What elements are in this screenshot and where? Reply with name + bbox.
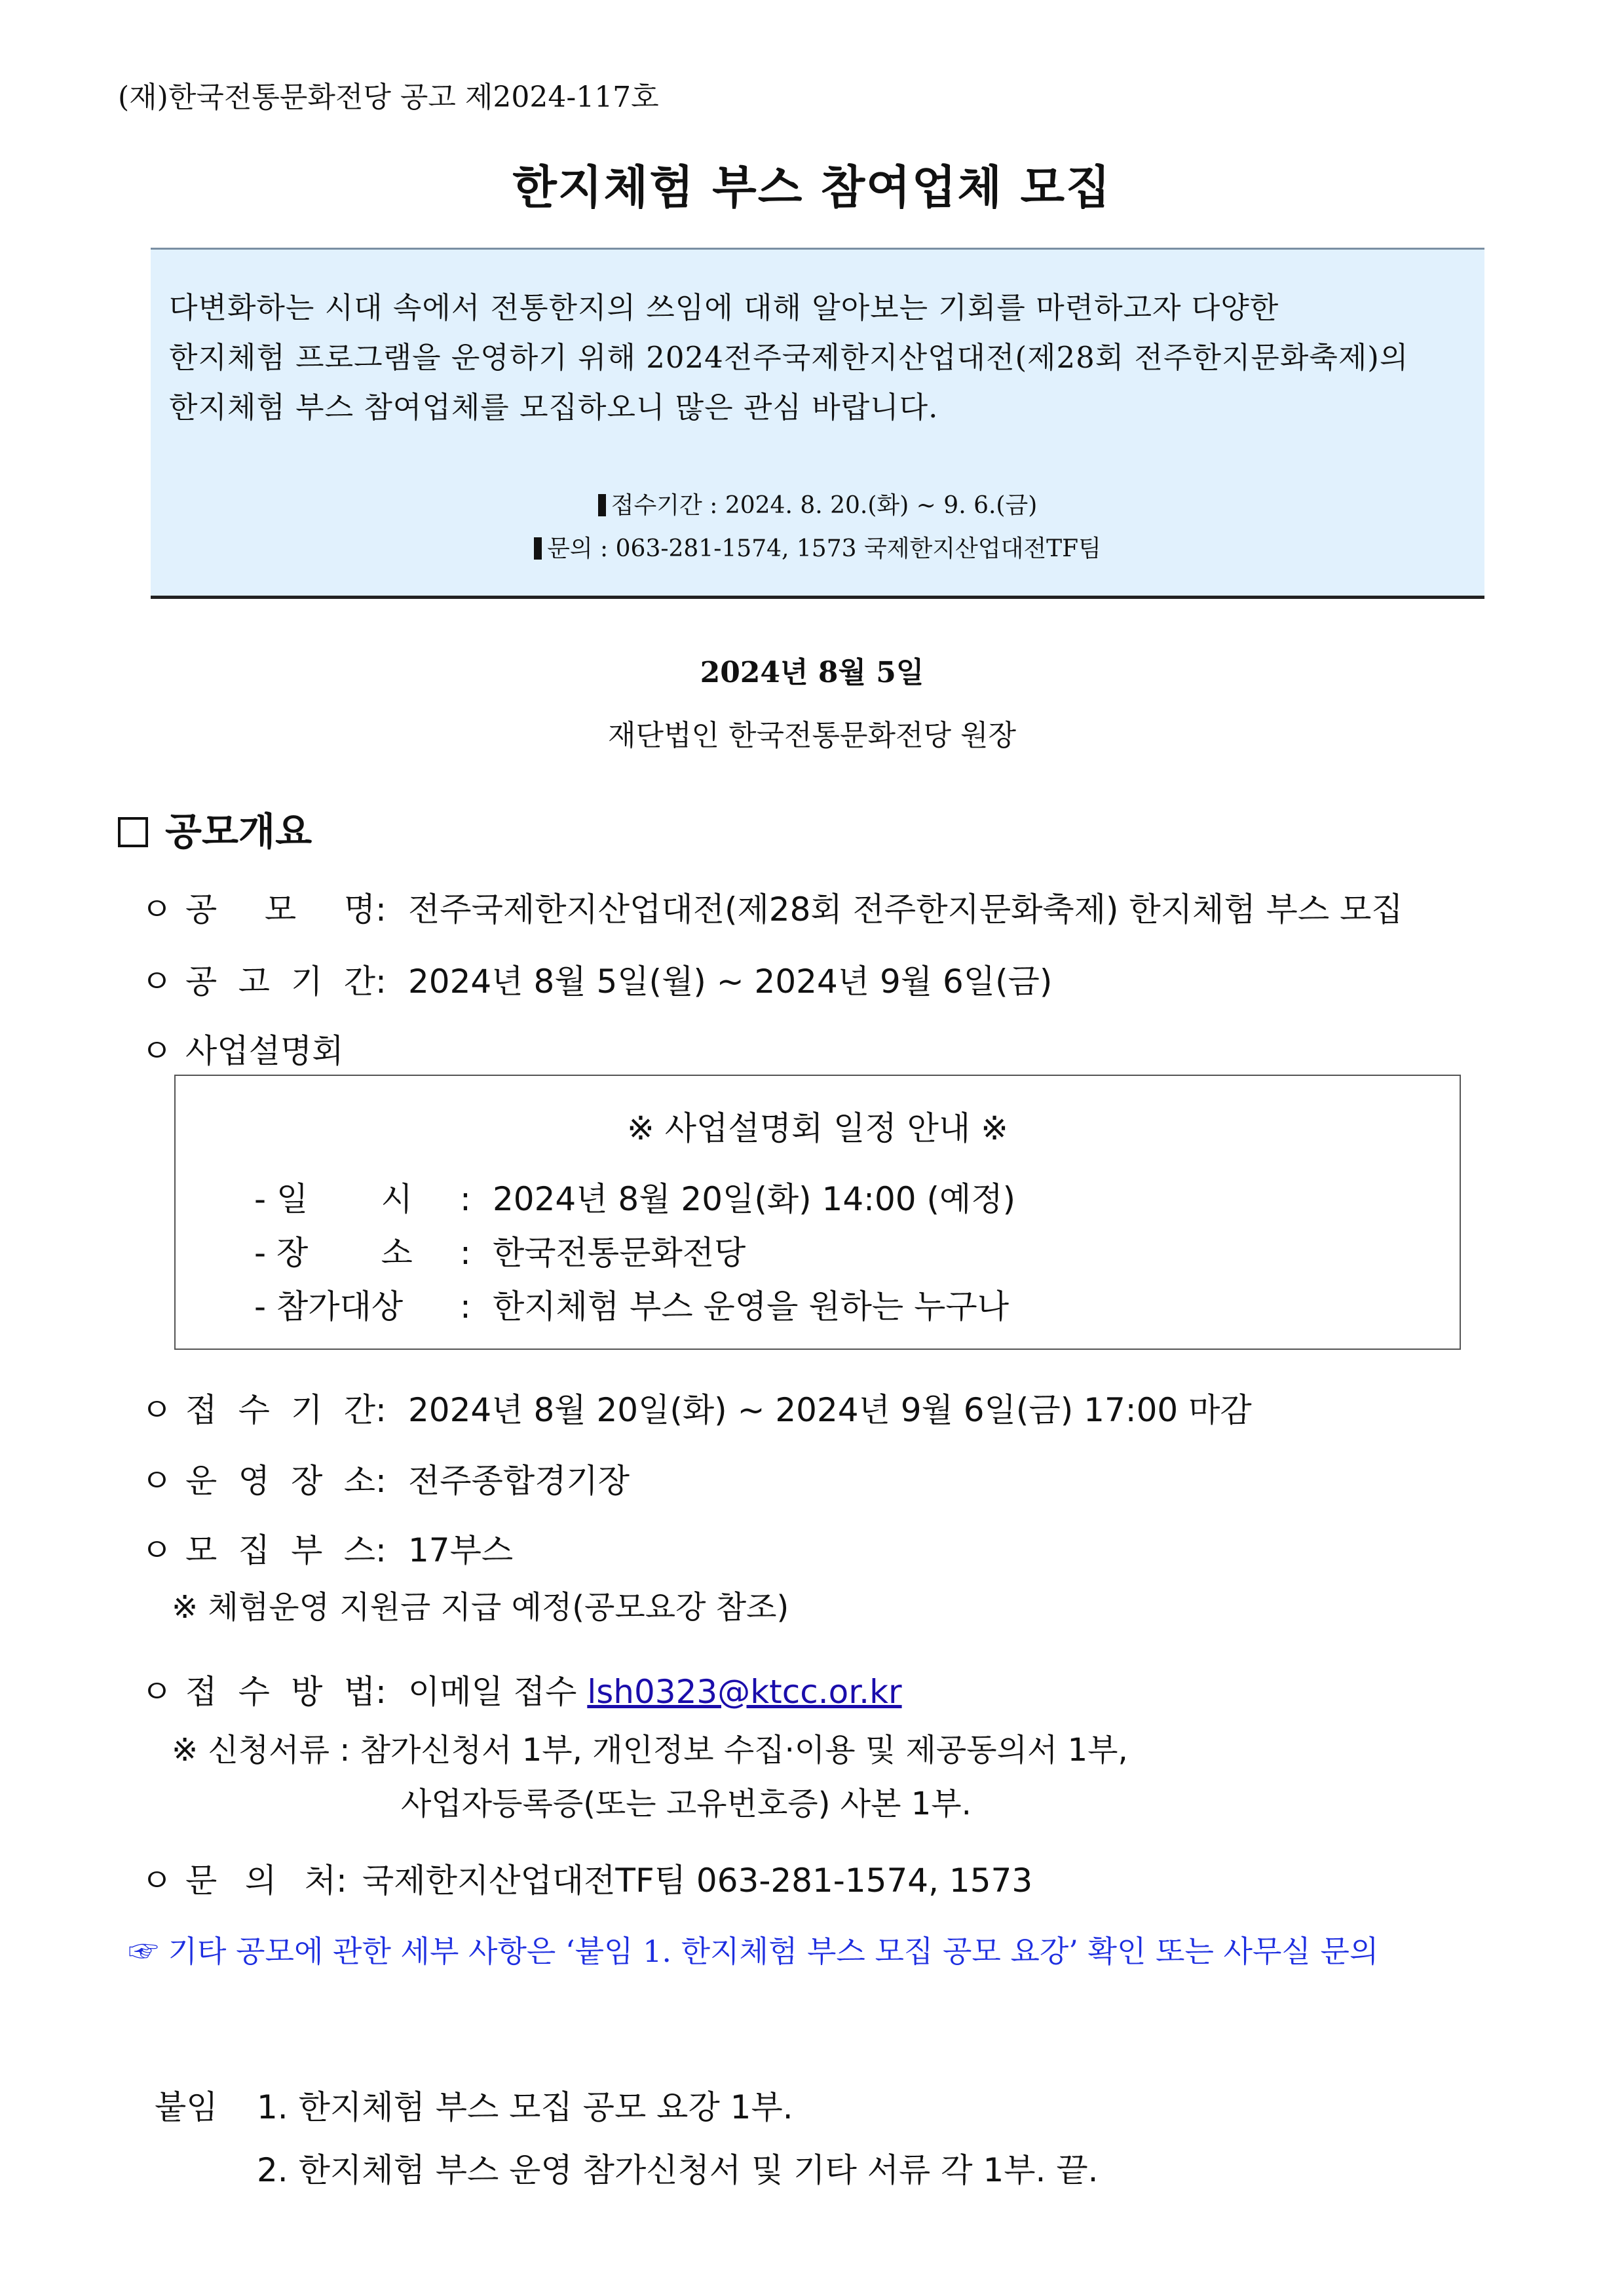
briefing-row-value: 한국전통문화전당 — [492, 1234, 746, 1272]
item-label: 공 고 기 간 — [185, 963, 375, 1001]
briefing-row-label: 일 시 — [276, 1180, 413, 1218]
bullet-icon: ㅇ — [141, 1673, 173, 1711]
document-title: 한지체험 부스 참여업체 모집 — [512, 161, 1112, 214]
briefing-row-label: 참가대상 — [276, 1288, 404, 1326]
attachment-item-1: 1. 한지체험 부스 모집 공모 요강 1부. — [257, 2088, 793, 2126]
item-value: 이메일 접수 — [408, 1673, 577, 1711]
item-value: 전주종합경기장 — [408, 1462, 630, 1500]
item-label: 공 모 명 — [185, 890, 375, 928]
checkbox-square-icon — [118, 817, 148, 847]
briefing-row-value: 2024년 8월 20일(화) 14:00 (예정) — [492, 1180, 1016, 1218]
item-label: 사업설명회 — [185, 1032, 344, 1070]
intro-box — [151, 248, 1484, 599]
email-link[interactable]: lsh0323@ktcc.or.kr — [587, 1673, 902, 1711]
item-label: 문 의 처 — [185, 1862, 336, 1900]
item-label: 운 영 장 소 — [185, 1462, 375, 1500]
square-marker-icon — [598, 494, 606, 516]
item-receipt-period: ㅇ 접 수 기 간 : 2024년 8월 20일(화) ~ 2024년 9월 6일(금) 17:00 마감 — [141, 1384, 1252, 1431]
receipt-period-line — [151, 487, 1484, 520]
intro-line-1: 다변화하는 시대 속에서 전통한지의 쓰임에 대해 알아보는 기회를 마련하고자 다양한 — [169, 290, 1279, 325]
issue-date: 2024년 8월 5일 — [700, 656, 924, 689]
item-venue: ㅇ 운 영 장 소 : 전주종합경기장 — [141, 1455, 630, 1502]
bullet-icon: ㅇ — [141, 963, 173, 1001]
section-heading-text: 공모개요 — [165, 809, 312, 854]
item-label: 모 집 부 스 — [185, 1531, 375, 1569]
documents-note-line-2: 사업자등록증(또는 고유번호증) 사본 1부. — [401, 1786, 972, 1822]
item-label: 접 수 방 법 — [185, 1673, 375, 1711]
attachment-item-2: 2. 한지체험 부스 운영 참가신청서 및 기타 서류 각 1부. 끝. — [257, 2151, 1099, 2189]
issuing-organization: 재단법인 한국전통문화전당 원장 — [607, 719, 1017, 752]
briefing-row-target: - 참가대상 : 한지체험 부스 운영을 원하는 누구나 — [254, 1280, 1009, 1328]
subsidy-note: ※ 체험운영 지원금 지급 예정(공모요강 참조) — [172, 1589, 789, 1626]
section-heading — [118, 801, 312, 856]
receipt-period-text: 접수기간 : 2024. 8. 20.(화) ~ 9. 6.(금) — [611, 492, 1038, 519]
bullet-icon: ㅇ — [141, 1032, 173, 1070]
briefing-schedule-box — [174, 1075, 1461, 1350]
bullet-icon: ㅇ — [141, 1391, 173, 1429]
item-booths: ㅇ 모 집 부 스 : 17부스 — [141, 1524, 513, 1571]
briefing-row-datetime: - 일 시 : 2024년 8월 20일(화) 14:00 (예정) — [254, 1173, 1015, 1220]
contact-line — [151, 530, 1484, 564]
other-details-note: ☞ 기타 공모에 관한 세부 사항은 ‘붙임 1. 한지체험 부스 모집 공모 요강’ 확인 또는 사무실 문의 — [128, 1934, 1379, 1969]
attachment-label: 붙임 — [155, 2088, 218, 2126]
bullet-icon: ㅇ — [141, 890, 173, 928]
intro-line-2: 한지체험 프로그램을 운영하기 위해 2024전주국제한지산업대전(제28회 전주한지문화축제)의 — [169, 340, 1409, 375]
briefing-row-place: - 장 소 : 한국전통문화전당 — [254, 1227, 746, 1274]
intro-line-3: 한지체험 부스 참여업체를 모집하오니 많은 관심 바랍니다. — [169, 390, 939, 425]
item-value: 2024년 8월 5일(월) ~ 2024년 9월 6일(금) — [408, 963, 1053, 1001]
item-value: 국제한지산업대전TF팀 063-281-1574, 1573 — [362, 1862, 1033, 1900]
item-value: 17부스 — [408, 1531, 514, 1569]
item-value: 2024년 8월 20일(화) ~ 2024년 9월 6일(금) 17:00 마감 — [408, 1391, 1252, 1429]
item-contest-name: ㅇ 공 모 명 : 전주국제한지산업대전(제28회 전주한지문화축제) 한지체험 부스 모집 — [141, 883, 1403, 930]
contact-text: 문의 : 063-281-1574, 1573 국제한지산업대전TF팀 — [547, 535, 1101, 562]
item-application-method: ㅇ 접 수 방 법 : 이메일 접수 lsh0323@ktcc.or.kr — [141, 1666, 902, 1713]
briefing-row-value: 한지체험 부스 운영을 원하는 누구나 — [492, 1288, 1010, 1326]
bullet-icon: ㅇ — [141, 1462, 173, 1500]
item-label: 접 수 기 간 — [185, 1391, 375, 1429]
briefing-schedule-title: ※ 사업설명회 일정 안내 ※ — [626, 1109, 1009, 1147]
item-notice-period: ㅇ 공 고 기 간 : 2024년 8월 5일(월) ~ 2024년 9월 6일(금) — [141, 955, 1052, 1003]
documents-note-line-1: ※ 신청서류 : 참가신청서 1부, 개인정보 수집·이용 및 제공동의서 1부, — [172, 1732, 1128, 1769]
item-briefing — [141, 1025, 344, 1072]
notice-number: (재)한국전통문화전당 공고 제2024-117호 — [118, 81, 659, 114]
item-value: 전주국제한지산업대전(제28회 전주한지문화축제) 한지체험 부스 모집 — [408, 890, 1403, 928]
bullet-icon: ㅇ — [141, 1531, 173, 1569]
item-inquiry: ㅇ 문 의 처 : 국제한지산업대전TF팀 063-281-1574, 1573 — [141, 1854, 1032, 1902]
square-marker-icon — [534, 537, 542, 560]
bullet-icon: ㅇ — [141, 1862, 173, 1900]
briefing-row-label: 장 소 — [276, 1234, 413, 1272]
